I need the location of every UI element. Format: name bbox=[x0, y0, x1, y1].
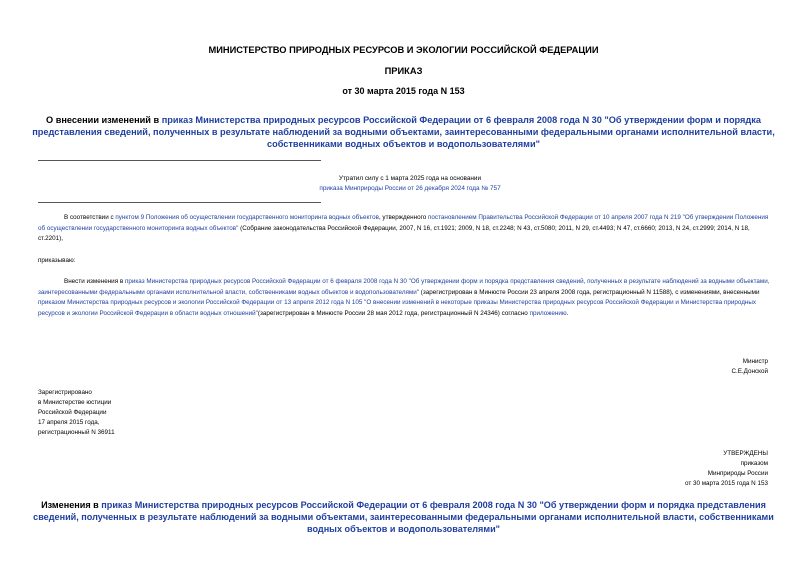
preamble-text-2: , утвержденного bbox=[378, 214, 429, 221]
approved-line: УТВЕРЖДЕНЫ bbox=[723, 450, 768, 457]
body-link-order-105[interactable]: приказом Министерства природных ресурсов и экологии Российской Федерации от 13 апреля 2012 года N 105 "О внесении изменений в некоторые приказы Министерства природных ресурсов Российской Федерации и Министерства природных ресурсов и экологии Российской Федерации в области водных отношений" bbox=[38, 299, 757, 317]
divider-bottom bbox=[38, 202, 321, 203]
subject-order-link[interactable]: приказ Министерства природных ресурсов Российской Федерации от 6 февраля 2008 года N 30 "Об утверждении форм и порядка представления сведений, полученных в результате наблюдений за водными объектами, заинтересованными федеральными органами исполнительной власти, собственниками водных объектов и водопользователями" bbox=[32, 115, 775, 149]
main-paragraph bbox=[38, 277, 771, 319]
subject-prefix: О внесении изменений в bbox=[46, 115, 162, 125]
divider-top bbox=[38, 160, 321, 161]
signature-name: С.Е.Донской bbox=[731, 368, 768, 375]
body-text-2: (зарегистрирован в Минюсте России 23 апреля 2008 года, регистрационный N 11588), с изменениями, внесенными bbox=[419, 288, 760, 296]
registration-line: Зарегистрировано bbox=[38, 389, 92, 396]
document-type: ПРИКАЗ bbox=[384, 66, 423, 76]
signature-block bbox=[600, 357, 768, 377]
registration-line: в Министерстве юстиции bbox=[38, 399, 112, 406]
approved-line: Минприроды России bbox=[707, 470, 768, 477]
body-text-4: . bbox=[566, 309, 569, 317]
lost-force-note bbox=[200, 174, 620, 194]
lost-force-line: Утратил силу с 1 марта 2025 года на основании bbox=[338, 175, 482, 182]
preamble-link-resolution[interactable]: постановлением Правительства Российской Федерации от 10 апреля 2007 года N 219 "Об утверждении Положения об осуществлении государственного мониторинга водных объектов" bbox=[38, 214, 769, 232]
registration-line: Российской Федерации bbox=[38, 409, 107, 416]
registration-block bbox=[38, 388, 238, 438]
prikazyvayu-text: приказываю: bbox=[38, 257, 76, 264]
preamble-text-3: (Собрание законодательства Российской Федерации, 2007, N 16, ст.1921; 2009, N 18, ст.2248; N 43, ст.5080; 2011, N 29, ст.4493; N 47, ст.6660; 2013, N 24, ст.2999; 2014, N 18, ст.2201), bbox=[38, 224, 750, 243]
ministry-title: МИНИСТЕРСТВО ПРИРОДНЫХ РЕСУРСОВ И ЭКОЛОГИИ РОССИЙСКОЙ ФЕДЕРАЦИИ bbox=[208, 45, 599, 55]
preamble-link-regulation[interactable]: пунктом 9 Положения об осуществлении государственного мониторинга водных объектов bbox=[115, 214, 379, 221]
approved-line: приказом bbox=[740, 460, 768, 467]
document-subject bbox=[30, 114, 777, 150]
body-link-order-30[interactable]: приказ Министерства природных ресурсов Российской Федерации от 6 февраля 2008 года N 30 "Об утверждении форм и порядка представления сведений, полученных в результате наблюдений за водными объектами, заинтересованными федеральными органами исполнительной власти, собственниками водных объектов и водопользователями" bbox=[38, 278, 770, 296]
changes-title-prefix: Изменения в bbox=[41, 500, 102, 510]
changes-title-link[interactable]: приказ Министерства природных ресурсов Российской Федерации от 6 февраля 2008 года N 30 "Об утверждении форм и порядка представления сведений, полученных в результате наблюдений за водными объектами, заинтересованными федеральными органами исполнительной власти, собственниками водных объектов и водопользователями" bbox=[33, 500, 774, 534]
body-text-3: (зарегистрирован в Минюсте России 28 мая 2012 года, регистрационный N 24346) согласно bbox=[257, 309, 530, 317]
changes-title bbox=[30, 500, 777, 535]
approved-line: от 30 марта 2015 года N 153 bbox=[684, 480, 768, 487]
body-link-appendix[interactable]: приложению bbox=[529, 309, 567, 317]
lost-force-link[interactable]: приказа Минприроды России от 26 декабря 2024 года № 757 bbox=[319, 185, 501, 192]
registration-line: регистрационный N 36911 bbox=[38, 429, 115, 436]
preamble-paragraph bbox=[38, 213, 771, 245]
signature-position: Министр bbox=[742, 358, 768, 365]
document-date-number: от 30 марта 2015 года N 153 bbox=[342, 86, 465, 96]
approved-block bbox=[568, 449, 768, 489]
body-text-1: Внести изменения в bbox=[64, 278, 125, 285]
preamble-text-1: В соответствии с bbox=[64, 214, 116, 221]
registration-line: 17 апреля 2015 года, bbox=[38, 419, 100, 426]
